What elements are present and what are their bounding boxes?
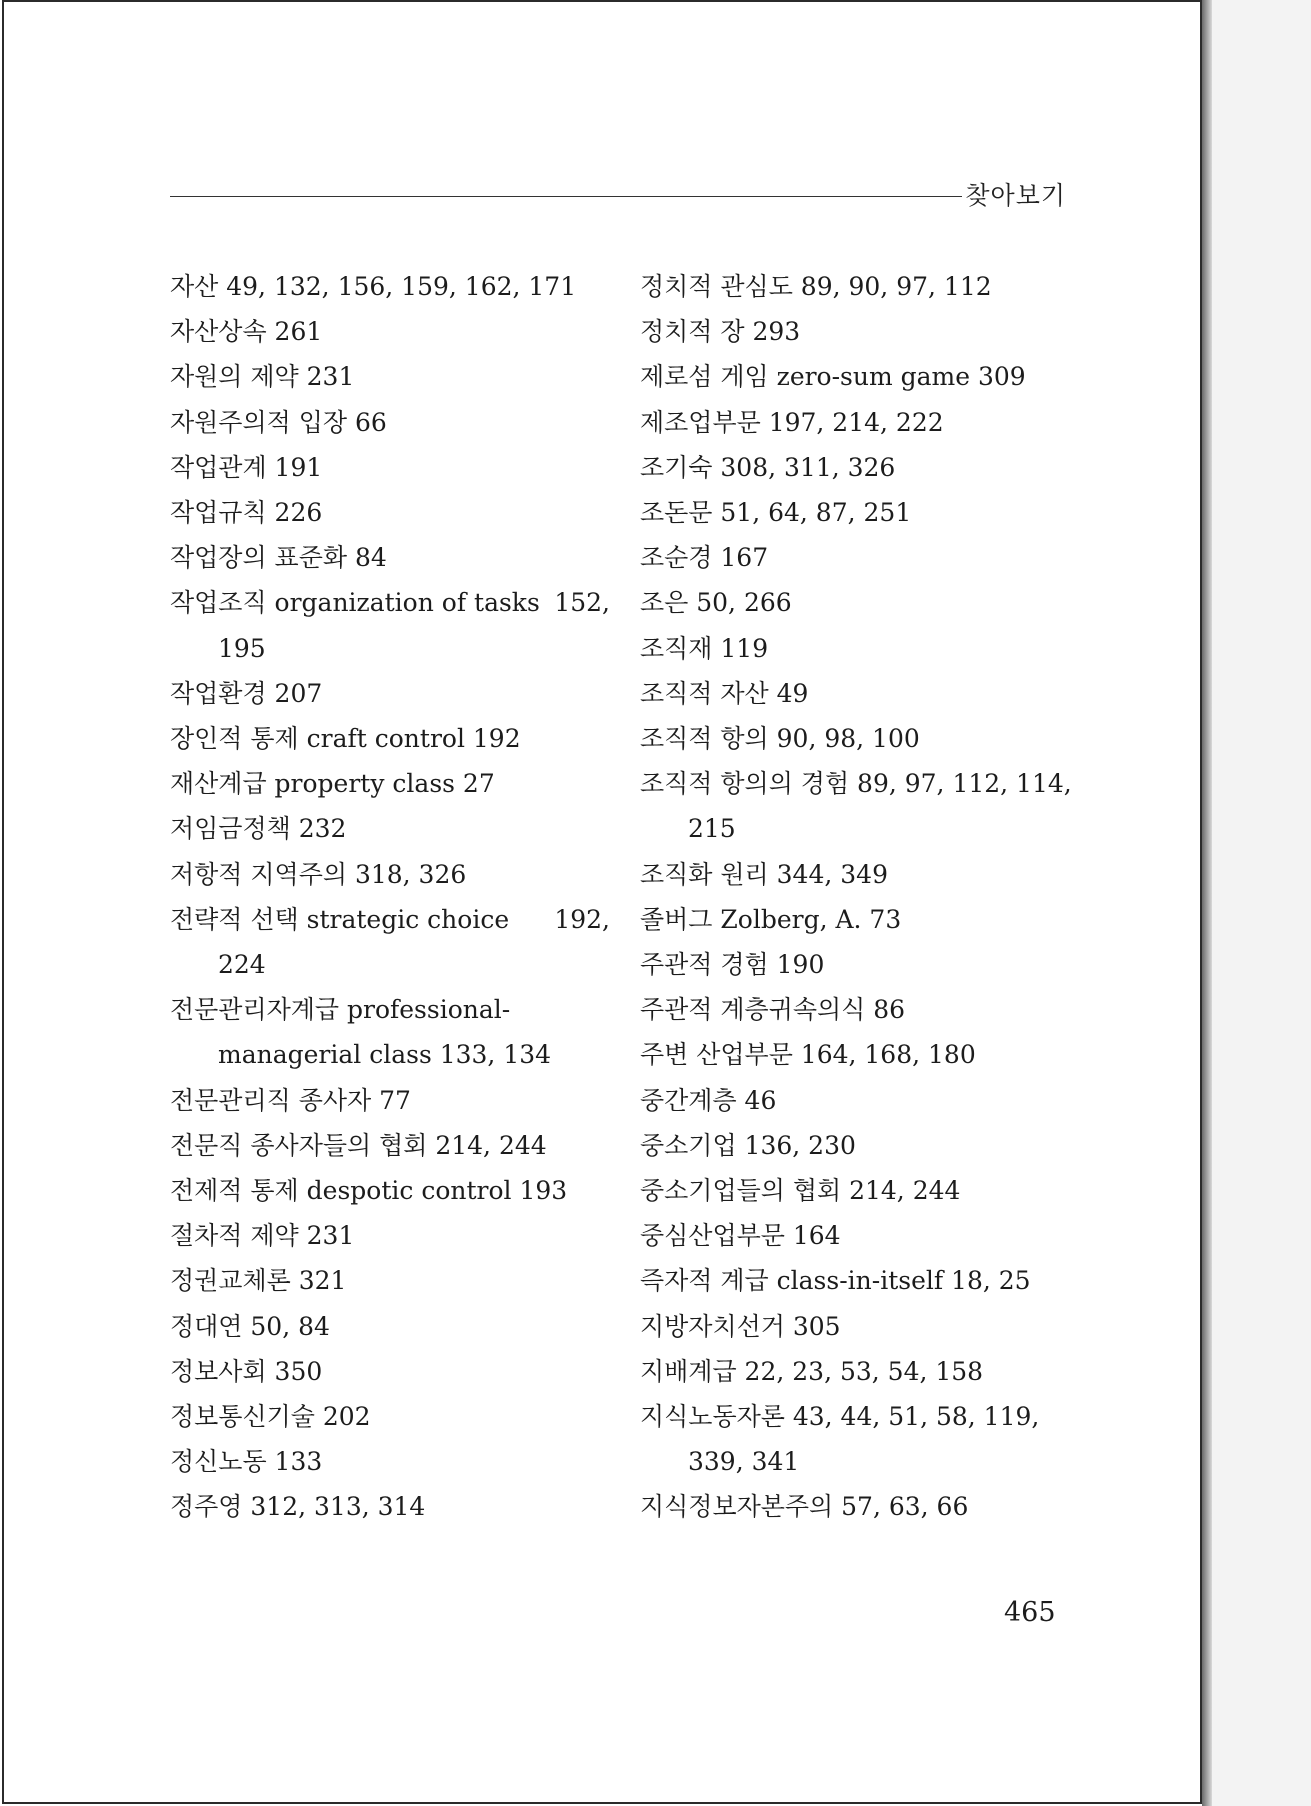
book-page [2,0,1202,1804]
index-entry: 지식정보자본주의 57, 63, 66 [640,1492,969,1522]
index-entry-term: 작업조직 organization of tasks [170,588,540,618]
index-entry [170,897,610,942]
viewer-background [1212,0,1311,1806]
header-rule [170,196,962,197]
index-entry: 중심산업부문 164 [640,1221,841,1251]
index-entry: 정보통신기술 202 [170,1402,371,1432]
index-entry: 정주영 312, 313, 314 [170,1492,426,1522]
index-entry: 재산계급 property class 27 [170,769,495,799]
index-entry: 중간계층 46 [640,1085,777,1115]
running-header [170,172,1066,212]
index-entry: 제로섬 게임 zero-sum game 309 [640,362,1026,392]
index-entry: 주변 산업부문 164, 168, 180 [640,1040,976,1070]
index-entry: 전문관리직 종사자 77 [170,1085,411,1115]
index-entry: 저항적 지역주의 318, 326 [170,859,467,889]
header-title: 찾아보기 [965,181,1066,210]
index-entry-continuation: 215 [688,814,736,844]
index-entry: 조직적 자산 49 [640,678,809,708]
index-entry: 중소기업 136, 230 [640,1130,856,1160]
index-entry: 제조업부문 197, 214, 222 [640,407,944,437]
index-entry-pages: 192, [554,904,610,934]
index-entry: 조직재 119 [640,633,769,663]
index-entry: 전제적 통제 despotic control 193 [170,1176,568,1206]
index-entry: 조은 50, 266 [640,588,792,618]
index-entry: 조기숙 308, 311, 326 [640,452,896,482]
index-entry: 절차적 제약 231 [170,1221,355,1251]
index-entry: 졸버그 Zolberg, A. 73 [640,904,902,934]
index-entry-continuation: 224 [218,950,266,980]
index-entry: 조직적 항의 90, 98, 100 [640,724,920,754]
index-entry: 조직적 항의의 경험 89, 97, 112, 114, [640,769,1072,799]
index-entry: 정보사회 350 [170,1356,323,1386]
index-entry: 작업환경 207 [170,678,323,708]
index-entry: 조돈문 51, 64, 87, 251 [640,498,912,528]
index-entry: 주관적 경험 190 [640,950,825,980]
index-entry-term: 전략적 선택 strategic choice [170,904,510,934]
index-entry: 지배계급 22, 23, 53, 54, 158 [640,1356,984,1386]
index-column-left [170,264,610,1530]
page-number: 465 [1004,1597,1056,1628]
index-entry: 조순경 167 [640,543,769,573]
index-entry: 저임금정책 232 [170,814,347,844]
index-entry-continuation: 339, 341 [688,1447,800,1477]
index-entry: 주관적 계층귀속의식 86 [640,995,906,1025]
index-entry: 작업규칙 226 [170,498,323,528]
index-entry: 작업관계 191 [170,452,323,482]
index-entry-continuation: 195 [218,633,266,663]
index-entry [170,580,610,625]
index-entry: 자원의 제약 231 [170,362,355,392]
index-entry-pages: 152, [554,588,610,618]
index-entry: 즉자적 계급 class-in-itself 18, 25 [640,1266,1031,1296]
index-column-right [640,264,1080,1530]
index-entry: 중소기업들의 협회 214, 244 [640,1176,961,1206]
index-entry: 자원주의적 입장 66 [170,407,387,437]
index-entry: 지방자치선거 305 [640,1311,841,1341]
index-entry: 정대연 50, 84 [170,1311,330,1341]
index-entry: 작업장의 표준화 84 [170,543,387,573]
index-entry: 자산상속 261 [170,317,323,347]
index-entry: 정치적 관심도 89, 90, 97, 112 [640,272,992,301]
index-entry: 정권교체론 321 [170,1266,347,1296]
index-entry: 정신노동 133 [170,1447,323,1477]
index-entry: 정치적 장 293 [640,317,801,347]
index-entry: 전문직 종사자들의 협회 214, 244 [170,1130,547,1160]
index-entry: 지식노동자론 43, 44, 51, 58, 119, [640,1402,1040,1432]
index-entry-continuation: managerial class 133, 134 [218,1040,552,1070]
page-edge-shadow [1202,0,1212,1806]
index-entry: 조직화 원리 344, 349 [640,859,888,889]
index-entry: 자산 49, 132, 156, 159, 162, 171 [170,272,577,301]
index-entry: 장인적 통제 craft control 192 [170,724,521,754]
index-entry: 전문관리자계급 professional- [170,995,511,1025]
